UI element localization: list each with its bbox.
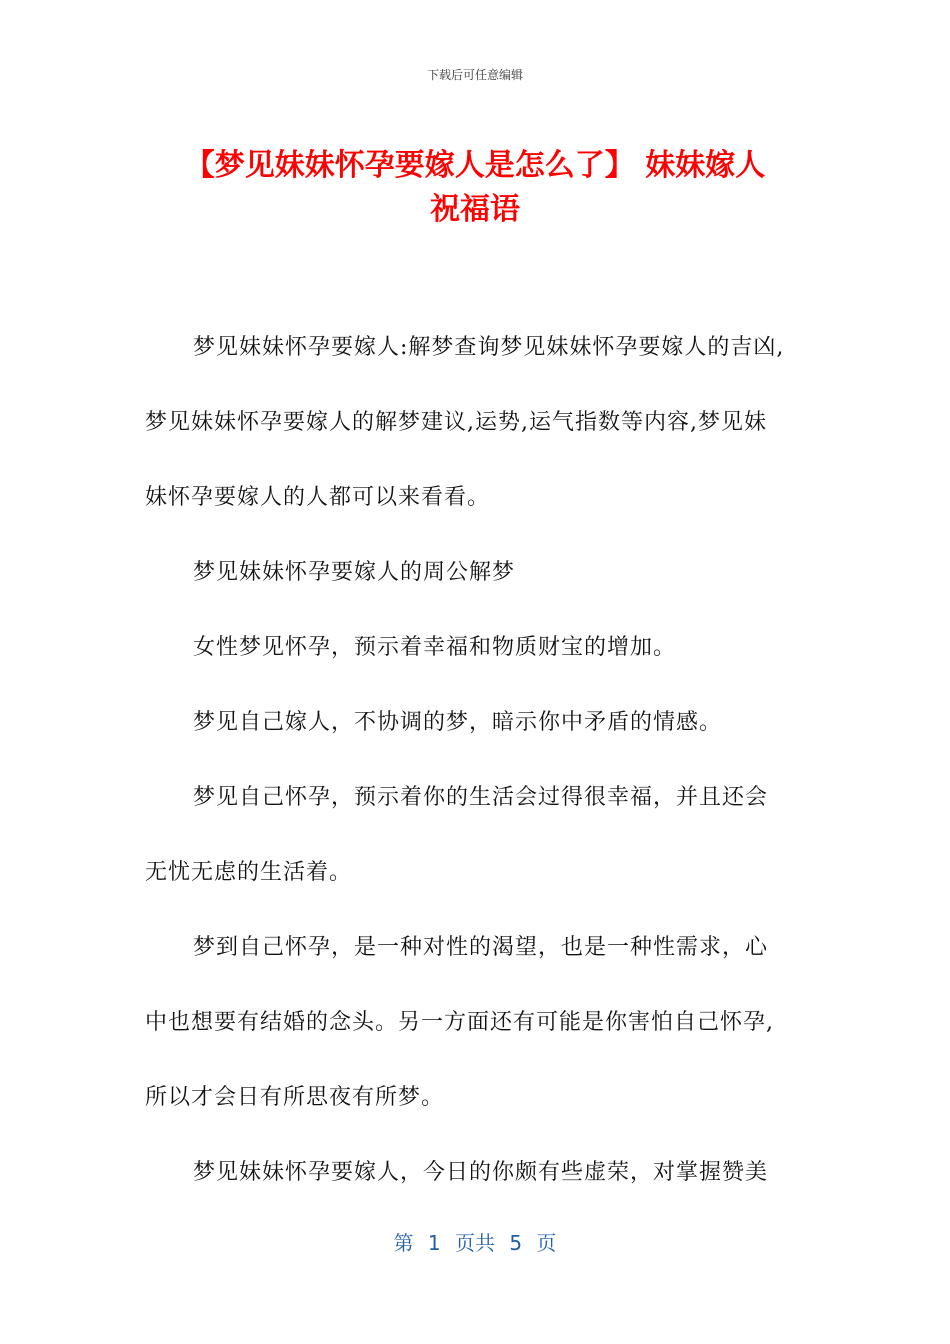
paragraph-line: 妹怀孕要嫁人的人都可以来看看。 (145, 485, 491, 510)
document-title (145, 144, 805, 232)
paragraph-line: 梦见妹妹怀孕要嫁人:解梦查询梦见妹妹怀孕要嫁人的吉凶, (193, 335, 785, 360)
title-line-1: 【梦见妹妹怀孕要嫁人是怎么了】 妹妹嫁人 (184, 148, 766, 183)
paragraph-line: 梦见自己怀孕，预示着你的生活会过得很幸福，并且还会 (193, 785, 769, 810)
paragraph-line: 梦到自己怀孕，是一种对性的渴望，也是一种性需求，心 (193, 935, 769, 960)
header-note: 下载后可任意编辑 (426, 68, 523, 82)
page-footer: 第 1 页共 5 页 (393, 1231, 557, 1255)
paragraph-line: 梦见自己嫁人，不协调的梦，暗示你中矛盾的情感。 (193, 710, 723, 735)
paragraph-line: 中也想要有结婚的念头。另一方面还有可能是你害怕自己怀孕, (145, 1010, 774, 1035)
paragraph-line: 梦见妹妹怀孕要嫁人的周公解梦 (193, 560, 516, 585)
paragraph-line: 梦见妹妹怀孕要嫁人的解梦建议,运势,运气指数等内容,梦见妹 (145, 410, 767, 435)
title-line-2: 祝福语 (430, 192, 520, 227)
paragraph-line: 所以才会日有所思夜有所梦。 (145, 1085, 445, 1110)
paragraph-line: 无忧无虑的生活着。 (145, 860, 353, 885)
paragraph-line: 女性梦见怀孕，预示着幸福和物质财宝的增加。 (193, 635, 677, 660)
paragraph-line: 梦见妹妹怀孕要嫁人，今日的你颇有些虚荣，对掌握赞美 (193, 1160, 769, 1185)
